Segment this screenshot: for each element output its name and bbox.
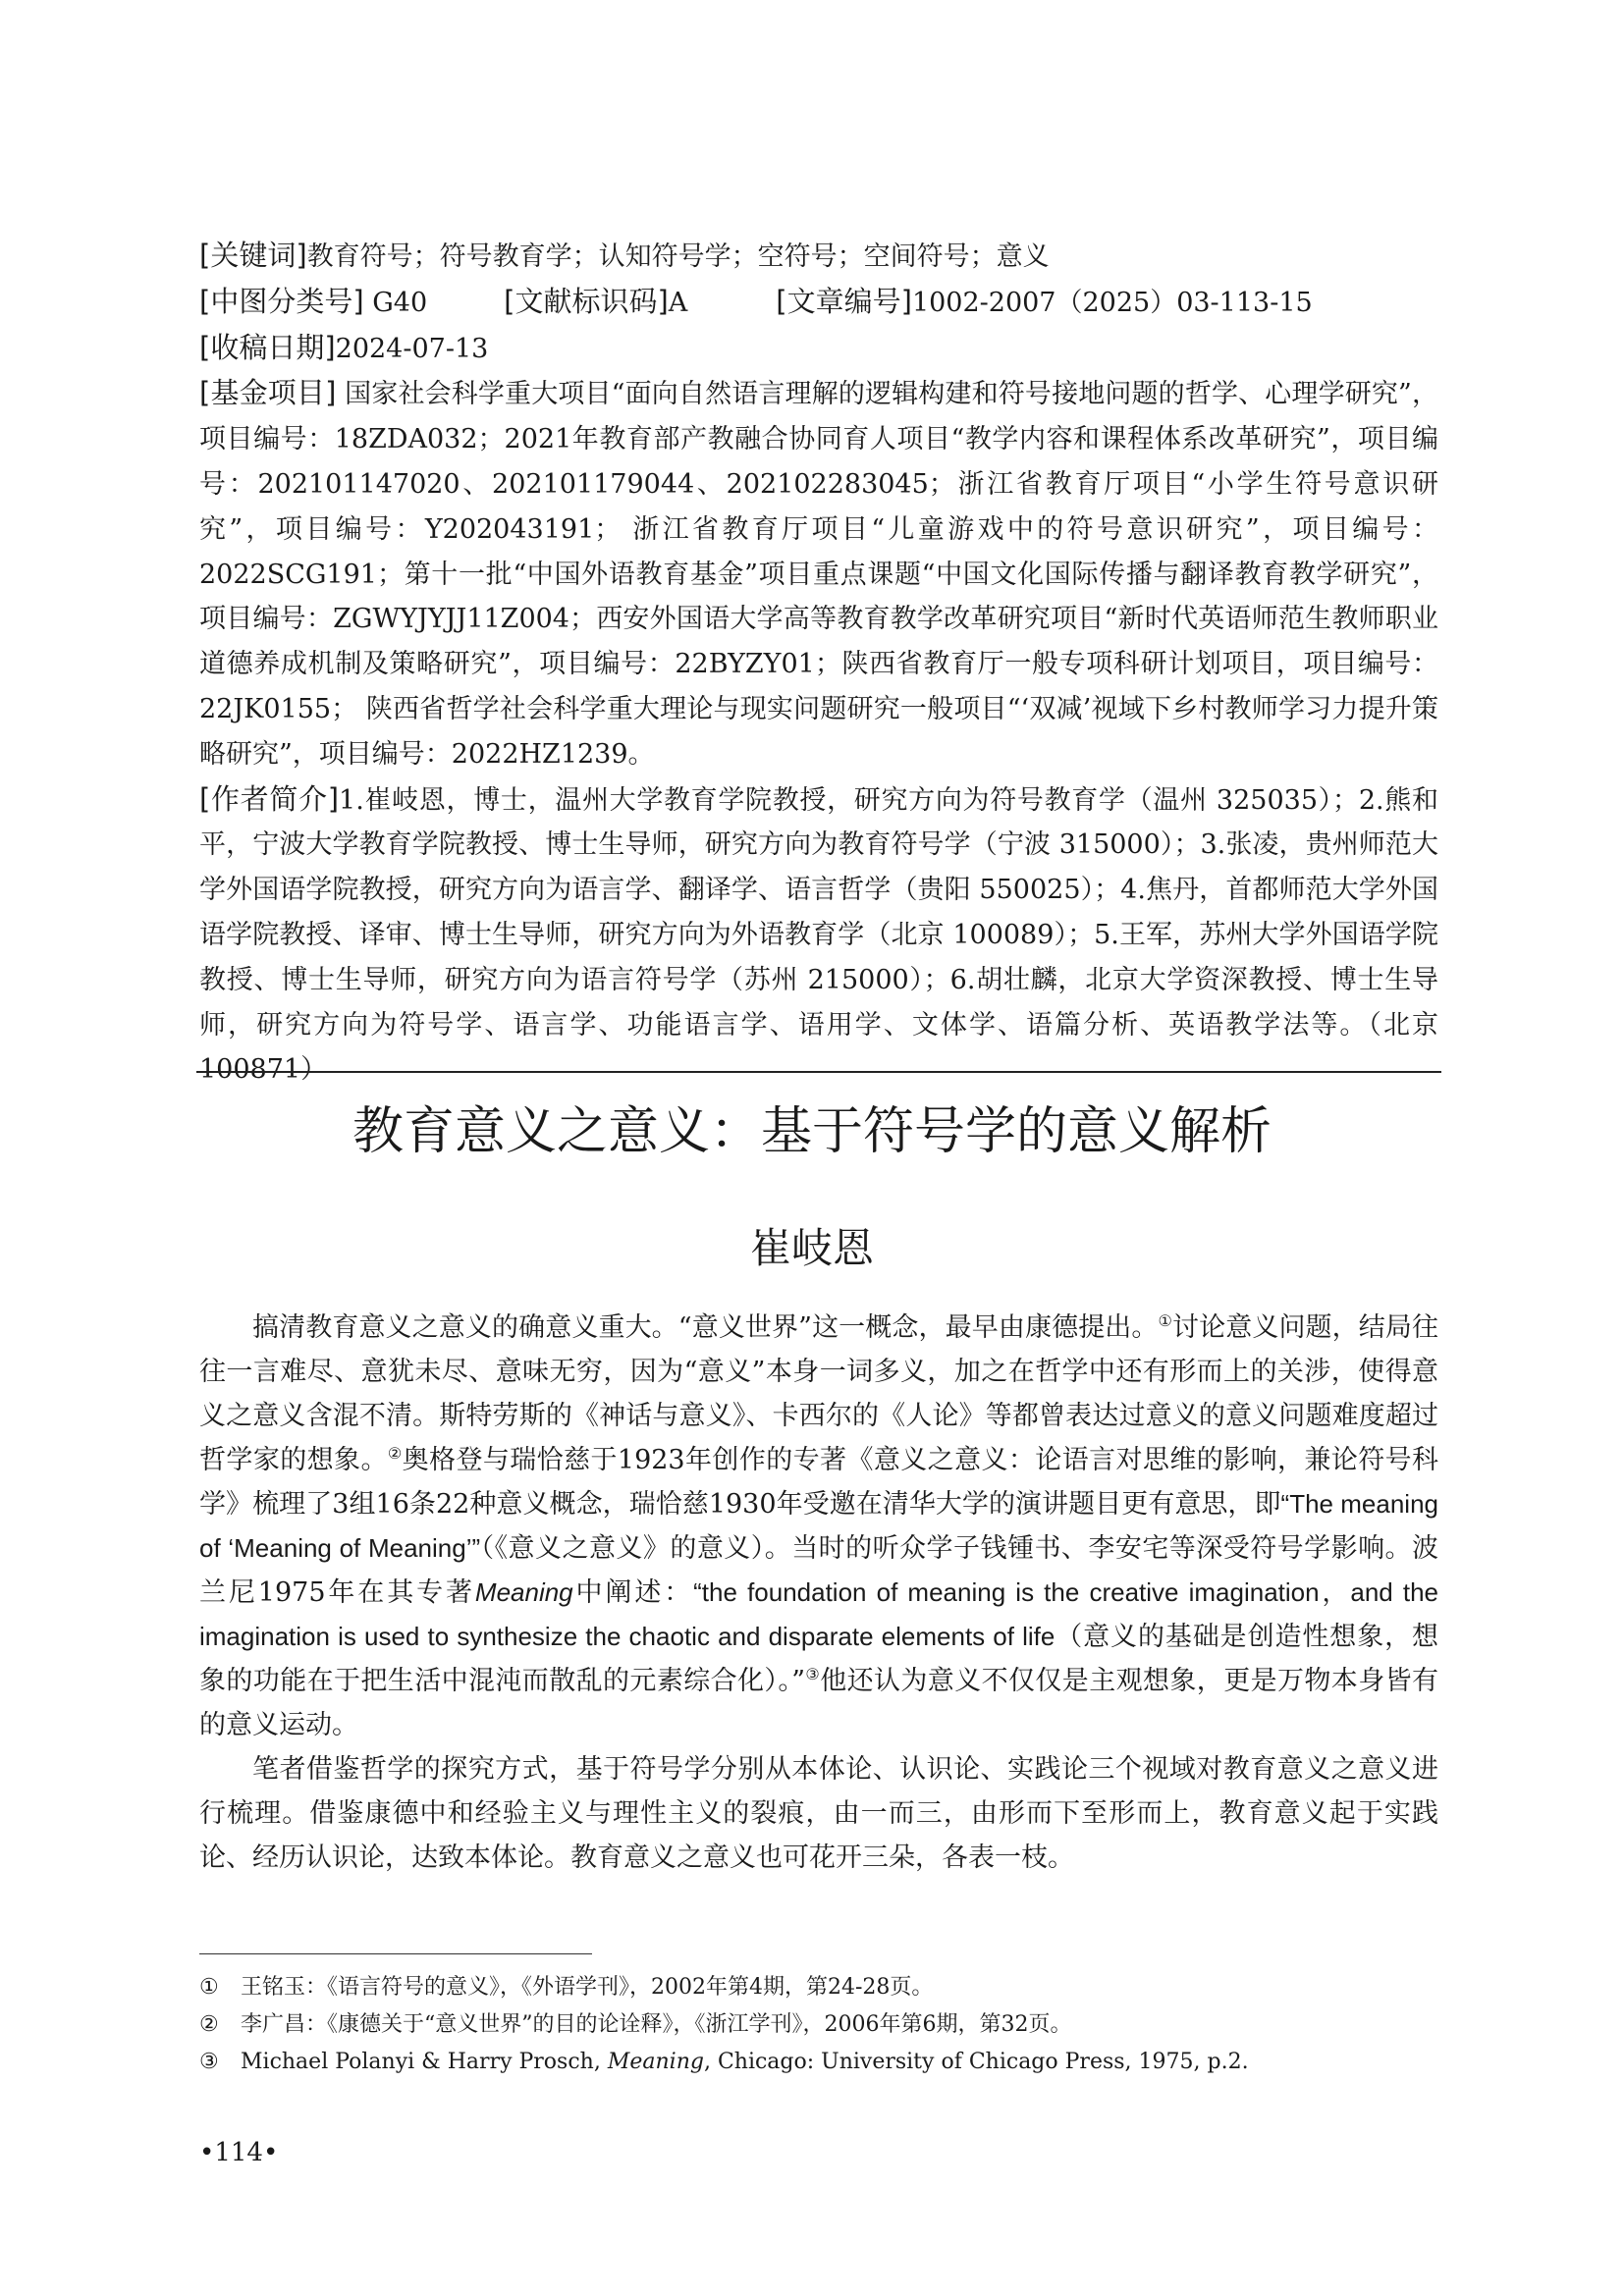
clc-label: [中图分类号] xyxy=(199,284,364,318)
article-no-label: [文章编号] xyxy=(776,284,912,318)
article-title: 教育意义之意义：基于符号学的意义解析 xyxy=(352,1102,1272,1161)
footnote-number: ① xyxy=(199,1975,219,2000)
fund-value: 国家社会科学重大项目“面向自然语言理解的逻辑构建和符号接地问题的哲学、心理学研究”，项目编号：18ZDA032；2021年教育部产教融合协同育人项目“教学内容和课程体系改革研究”，项目编号：202101147020、202101179044、202102283045；浙江省教育厅项目“小学生符号意识研究”，项目编号：Y202043191； 浙江省教育厅项目“儿童游戏中的符号意识研究”，项目编号：2022SCG191；第十一批“中国外语教育基金”项目重点课题“中国文化国际传播与翻译教育教学研究”，项目编号：ZGWYJYJJ11Z004；西安外国语大学高等教育教学改革研究项目“新时代英语师范生教师职业道德养成机制及策略研究”，项目编号：22BYZY01；陕西省教育厅一般专项科研计划项目，项目编号：22JK0155； 陕西省哲学社会科学重大理论与现实问题研究一般项目“‘双减’视域下乡村教师学习力提升策略研究”，项目编号：2022HZ1239。 xyxy=(199,379,1439,770)
article-metadata xyxy=(199,234,1438,1093)
footnote-text-part: , Chicago: University of Chicago Press, 1975, p.2. xyxy=(703,2050,1249,2074)
received-label: [收稿日期] xyxy=(199,330,336,364)
english-quote: “The meaning of ‘Meaning of Meaning’” xyxy=(199,1489,1438,1563)
received-line xyxy=(199,326,1438,372)
footnote-1 xyxy=(199,1969,1438,2006)
footnote-3 xyxy=(199,2044,1438,2081)
footnote-text: 王铭玉：《语言符号的意义》，《外语学刊》，2002年第4期，第24-28页。 xyxy=(241,1975,934,2000)
article-no-value: 1002-2007（2025）03-113-15 xyxy=(911,287,1313,318)
footnote-text: 李广昌：《康德关于“意义世界”的目的论诠释》，《浙江学刊》，2006年第6期，第32页。 xyxy=(241,2012,1072,2037)
footnote-2 xyxy=(199,2006,1438,2044)
body-text: （《意义之意义》的意义）。当时的听众学子钱锺书、李安宅等深受符号学影响。波兰尼1975年在其专著 xyxy=(199,1533,1439,1608)
body-text: 搞清教育意义之意义的确意义重大。“意义世界”这一概念，最早由康德提出。 xyxy=(252,1312,1159,1343)
keywords-label: [关键词] xyxy=(199,239,307,272)
body-text: 讨论意义问题，结局往往一言难尽、意犹未尽、意味无穷，因为“意义”本身一词多义，加之在哲学中还有形而上的关涉，使得意义之意义含混不清。斯特劳斯的《神话与意义》、卡西尔的《人论》等都曾表达过意义的意义问题难度超过哲学家的想象。 xyxy=(199,1312,1439,1475)
footnote-text xyxy=(241,2044,1249,2081)
fund-label: [基金项目] xyxy=(199,376,337,410)
footnote-number: ③ xyxy=(199,2050,219,2074)
keywords-line xyxy=(199,234,1438,280)
footnote-text-part: Michael Polanyi & Harry Prosch, xyxy=(241,2050,608,2074)
body-paragraph-2: 笔者借鉴哲学的探究方式，基于符号学分别从本体论、认识论、实践论三个视域对教育意义之意义进行梳理。借鉴康德中和经验主义与理性主义的裂痕，由一而三，由形而下至形而上，教育意义起于实践论、经历认识论，达致本体论。教育意义之意义也可花开三朵，各表一枝。 xyxy=(199,1754,1438,1873)
book-title-meaning: Meaning xyxy=(474,1577,573,1607)
doc-code-label: [文献标识码] xyxy=(504,284,669,318)
article-body xyxy=(199,1306,1438,1880)
received-value: 2024-07-13 xyxy=(335,333,489,364)
classification-line xyxy=(199,280,1438,326)
header-divider xyxy=(196,1071,1441,1073)
clc-value: G40 xyxy=(363,287,428,318)
doc-code-value: A xyxy=(668,287,688,318)
footnote-number: ② xyxy=(199,2012,219,2037)
footnote-ref-3: ③ xyxy=(805,1665,821,1683)
footnote-book-title: Meaning xyxy=(607,2050,704,2074)
fund-paragraph xyxy=(199,371,1438,776)
footnote-ref-1: ① xyxy=(1158,1311,1172,1330)
body-text: 中阐述： xyxy=(572,1577,694,1608)
footnote-ref-2: ② xyxy=(387,1444,403,1463)
body-text: 奥格登与瑞恰慈于1923年创作的专著《意义之意义：论语言对思维的影响，兼论符号科学》梳理了3组16条22种意义概念，瑞恰慈1930年受邀在清华大学的演讲题目更有意思，即 xyxy=(199,1445,1439,1520)
article-author: 崔岐恩 xyxy=(749,1224,874,1272)
author-info-value: 1.崔岐恩，博士，温州大学教育学院教授，研究方向为符号教育学（温州 325035）；2.熊和平，宁波大学教育学院教授、博士生导师，研究方向为教育符号学（宁波 315000）；3.张凌，贵州师范大学外国语学院教授，研究方向为语言学、翻译学、语言哲学（贵阳 550025）；4.焦丹，首都师范大学外国语学院教授、译审、博士生导师，研究方向为外语教育学（北京 100089）；5.王军，苏州大学外国语学院教授、博士生导师，研究方向为语言符号学（苏州 215000）；6.胡壮麟，北京大学资深教授、博士生导师，研究方向为符号学、语言学、功能语言学、语用学、文体学、语篇分析、英语教学法等。（北京 100871） xyxy=(199,784,1438,1086)
keywords-value: 教育符号；符号教育学；认知符号学；空符号；空间符号；意义 xyxy=(306,241,1050,272)
english-quote: “the foundation of meaning is the creative imagination，and the imagination is used to synthesize the chaotic and disparate elements of life xyxy=(199,1577,1439,1651)
author-info-label: [作者简介] xyxy=(199,781,340,816)
body-text: 他还认为意义不仅仅是主观想象，更是万物本身皆有的意义运动。 xyxy=(199,1666,1439,1740)
footnote-divider xyxy=(199,1953,592,1954)
footnotes xyxy=(199,1969,1438,2081)
body-text: （意义的基础是创造性想象，想象的功能在于把生活中混沌而散乱的元素综合化）。” xyxy=(199,1622,1439,1696)
page-number: •114• xyxy=(199,2138,279,2167)
author-info-paragraph xyxy=(199,777,1438,1094)
body-paragraph-1 xyxy=(199,1306,1438,1747)
